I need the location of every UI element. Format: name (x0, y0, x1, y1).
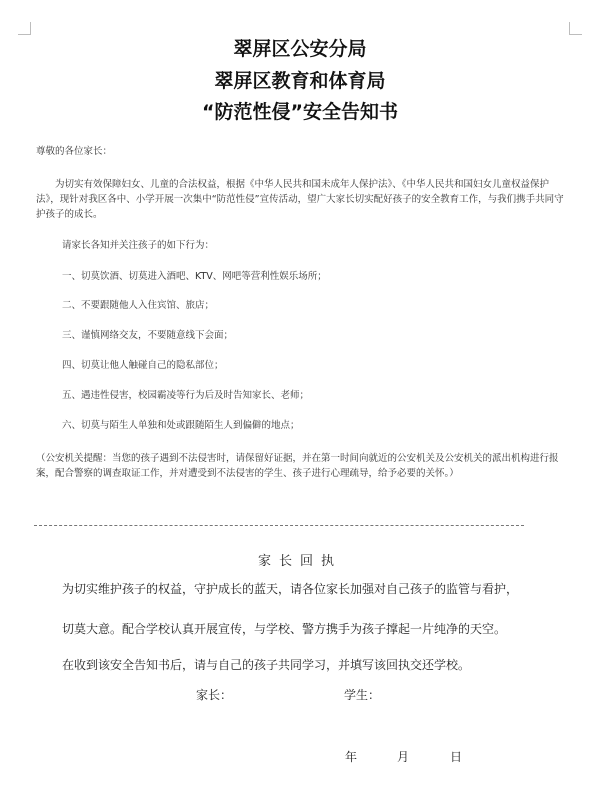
date-month-label: 月 (397, 750, 410, 764)
document-title: “防范性侵”安全告知书 (202, 101, 398, 123)
list-item: 一、切莫饮酒、切莫进入酒吧、KTV、网吧等营利性娱乐场所； (62, 271, 327, 282)
list-item: 五、遇违性侵害，校园霸凌等行为后及时告知家长、老师； (62, 390, 310, 401)
date-day-label: 日 (450, 750, 463, 764)
list-item: 二、不要跟随他人入住宾馆、旅店； (62, 300, 215, 311)
title-police-bureau: 翠屏区公安分局 (233, 38, 367, 60)
receipt-line-2: 切莫大意。配合学校认真开展宣传，与学校、警方携手为孩子撑起一片纯净的天空。 (62, 622, 507, 636)
cut-line-divider (34, 525, 524, 526)
list-item: 四、切莫让他人触碰自己的隐私部位； (62, 360, 224, 371)
title-education-bureau: 翠屏区教育和体育局 (214, 70, 386, 92)
student-signature-label: 学生： (344, 688, 381, 702)
police-note: （公安机关提醒：当您的孩子遇到不法侵害时，请保留好证据，并在第一时间向就近的公安机关及公安机关的派出机构进行报案，配合警察的调查取证工作，并对遭受到不法侵害的学生、孩子进行心理疏导，给予必要的关怀。） (36, 453, 559, 479)
intro-paragraph: 为切实有效保障妇女、儿童的合法权益，根据《中华人民共和国未成年人保护法》、《中华人民共和国妇女儿童权益保护法》，现针对我区各中、小学开展一次集中“防范性侵”宣传活动，望广大家长切实配好孩子的安全教育工作，与我们携手共同守护孩子的成长。 (36, 179, 564, 220)
request-line: 请家长各知并关注孩子的如下行为： (62, 240, 215, 251)
receipt-line-1: 为切实维护孩子的权益，守护成长的蓝天，请各位家长加强对自己孩子的监管与看护， (62, 582, 519, 596)
date-year-label: 年 (345, 750, 358, 764)
receipt-line-3: 在收到该安全告知书后，请与自己的孩子共同学习，并填写该回执交还学校。 (62, 658, 471, 672)
salutation: 尊敬的各位家长： (36, 146, 113, 157)
parent-signature-label: 家长： (196, 688, 233, 702)
list-item: 六、切莫与陌生人单独和处或跟随陌生人到偏僻的地点； (62, 420, 300, 431)
receipt-title: 家长回执 (257, 554, 342, 569)
list-item: 三、谨慎网络交友，不要随意线下会面； (62, 330, 234, 341)
